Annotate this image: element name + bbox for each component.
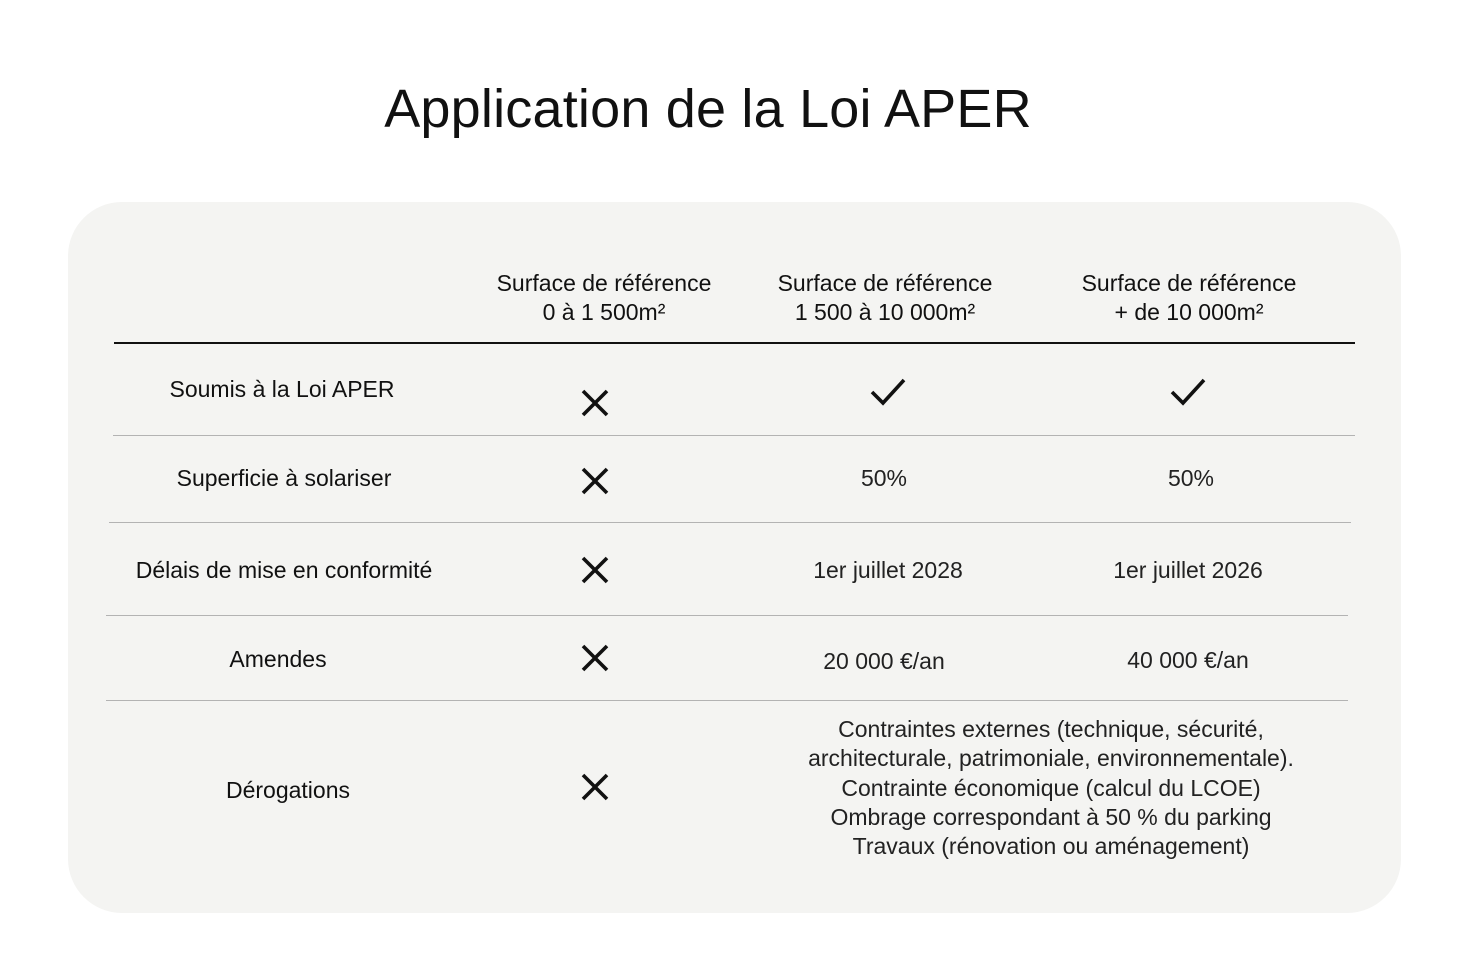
row-label-superficie: Superficie à solariser	[176, 465, 392, 491]
check-icon	[869, 376, 907, 408]
column-header-line2: 0 à 1 500m²	[542, 299, 666, 325]
derogation-line: architecturale, patrimoniale, environnementale).	[808, 745, 1294, 772]
row-divider	[106, 615, 1348, 616]
comparison-table-card	[68, 202, 1401, 913]
row-label-soumis: Soumis à la Loi APER	[169, 376, 395, 402]
row-divider	[109, 522, 1351, 523]
row-divider	[106, 700, 1348, 701]
column-header-line2: 1 500 à 10 000m²	[794, 299, 976, 325]
amendes-large-value: 40 000 €/an	[1127, 647, 1249, 673]
column-header-large	[1048, 269, 1330, 327]
superficie-medium-value: 50%	[860, 465, 908, 491]
row-divider	[113, 435, 1355, 436]
page-title: Application de la Loi APER	[384, 79, 1032, 139]
cross-icon	[580, 772, 610, 802]
cross-icon	[580, 555, 610, 585]
row-label-amendes: Amendes	[229, 646, 327, 672]
cross-icon	[580, 388, 610, 418]
derogation-line: Travaux (rénovation ou aménagement)	[852, 833, 1250, 860]
row-label-derogations: Dérogations	[225, 777, 351, 803]
check-icon	[1169, 376, 1207, 408]
column-header-line2: + de 10 000m²	[1114, 299, 1264, 325]
column-header-line1: Surface de référence	[496, 270, 712, 296]
amendes-medium-value: 20 000 €/an	[823, 648, 945, 674]
cross-icon	[580, 643, 610, 673]
column-header-line1: Surface de référence	[777, 270, 993, 296]
header-divider	[114, 342, 1355, 344]
derogation-line: Contrainte économique (calcul du LCOE)	[841, 774, 1261, 801]
column-header-line1: Surface de référence	[1081, 270, 1297, 296]
derogations-details	[751, 715, 1351, 861]
column-header-medium	[744, 269, 1026, 327]
delais-large-value: 1er juillet 2026	[1113, 557, 1263, 583]
superficie-large-value: 50%	[1167, 465, 1215, 491]
column-header-small	[468, 269, 740, 327]
derogation-line: Ombrage correspondant à 50 % du parking	[830, 803, 1272, 830]
delais-medium-value: 1er juillet 2028	[813, 557, 963, 583]
cross-icon	[580, 466, 610, 496]
row-label-delais: Délais de mise en conformité	[135, 557, 433, 583]
derogation-line: Contraintes externes (technique, sécurité,	[838, 716, 1264, 742]
